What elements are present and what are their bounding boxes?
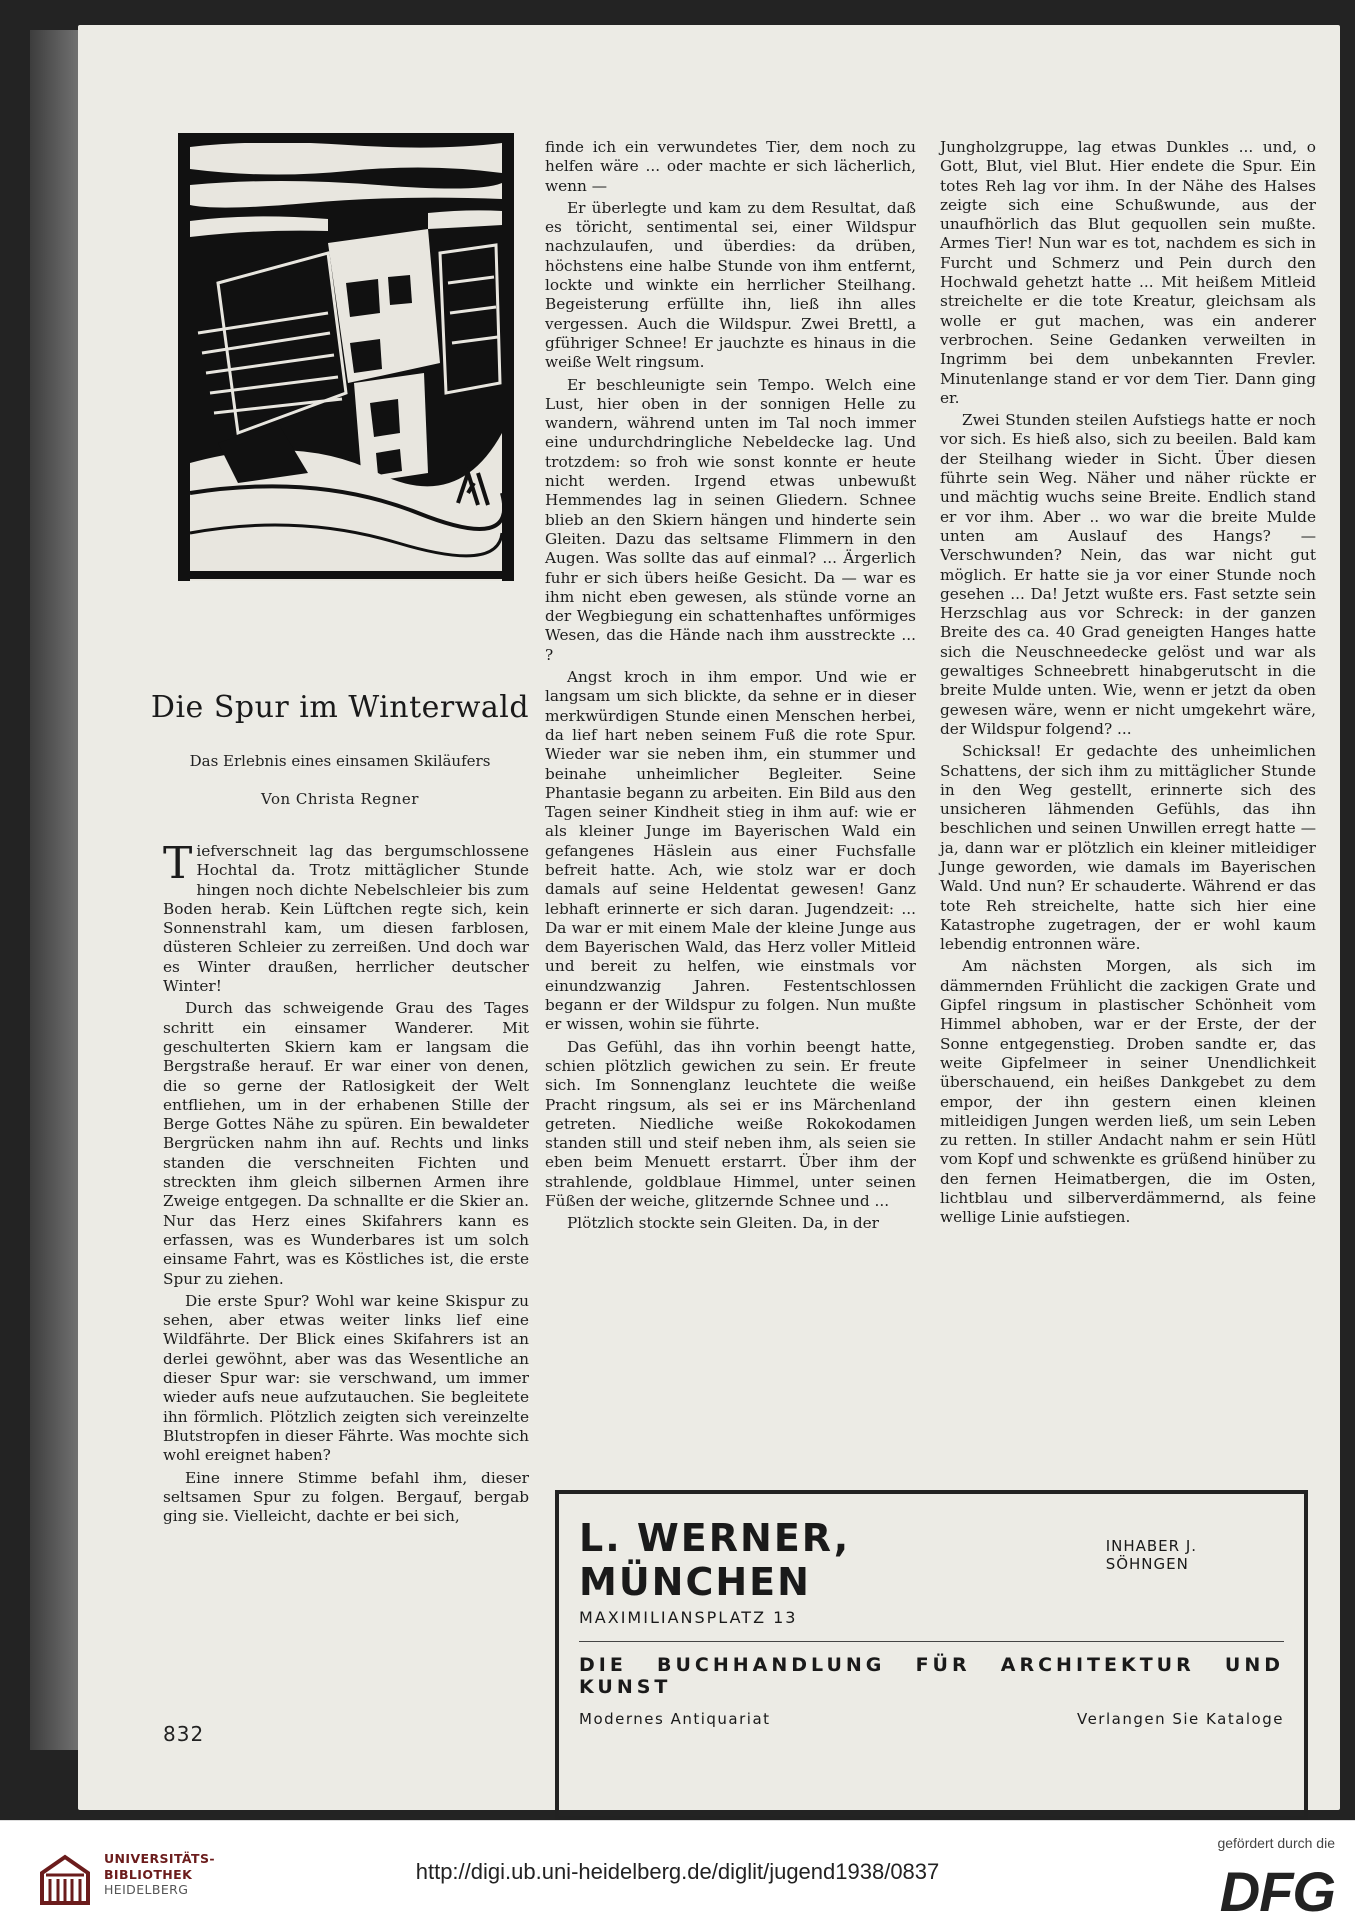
text-column-2 (545, 138, 916, 1237)
drop-cap: T (163, 838, 193, 889)
sponsor-caption: gefördert durch die (1217, 1835, 1335, 1851)
ad-cta: Verlangen Sie Kataloge (1076, 1710, 1284, 1728)
paragraph: Angst kroch in ihm empor. Und wie er langsam um sich blickte, da sehne er in dieser merkwürdigen Stunde einen Menschen herbei, da lief hart neben seinem Fuß die rote Spur. Wieder war sie neben ihm, ein stummer und beinahe unheimlicher Begleiter. Seine Phantasie begann zu arbeiten. Ein Bild aus den Tagen seiner Kindheit stieg in ihm auf: wie er als kleiner Junge im Bayerischen Wald ein gefangenes Häslein aus einer Fuchsfalle befreit hatte. Ach, wie stolz war er doch damals auf seine Heldentat gewesen! Ganz lebhaft erinnerte er sich daran. Jugendzeit: ... Da war er mit einem Male der kleine Junge aus dem Bayerischen Wald, das Herz voller Mitleid und bereit zu helfen, wie einstmals vor einundzwanzig Jahren. Festentschlossen begann er der Wildspur zu folgen. Nun mußte er wissen, wohin sie führte. (545, 668, 916, 1034)
paragraph: Jungholzgruppe, lag etwas Dunkles ... und, o Gott, Blut, viel Blut. Hier endete die Spur. Ein totes Reh lag vor ihm. In der Nähe des Halses zeigte sich eine Schußwunde, aus der unaufhörlich das Blut gequollen sein mußte. Armes Tier! Nun war es tot, nachdem es sich in Furcht und Schmerz und Pein durch den Hochwald gehetzt hatte ... Mit heißem Mitleid streichelte er die tote Kreatur, gleichsam als wolle er gut machen, was ein anderer verbrochen. Seine Gedanken verweilten in Ingrimm bei dem unbekannten Frevler. Minutenlange stand er vor dem Tier. Dann ging er. (940, 138, 1316, 407)
library-name-line: BIBLIOTHEK (104, 1866, 193, 1882)
dfg-logo: DFG (1219, 1860, 1335, 1923)
text-column-1 (163, 838, 529, 1529)
page-number: 832 (163, 1722, 205, 1746)
paragraph: Schicksal! Er gedachte des unheimlichen Schattens, der sich ihm zu mittäglicher Stunde in den Weg gestellt, erinnerte sich des unsicheren lähmenden Gefühls, das ihn beschlichen und seinen Unwillen erregt hatte — ja, dann war er plötzlich ein kleiner mitleidiger Junge geworden, wie damals im Bayerischen Wald. Und nun? Er schauderte. Während er das tote Reh streichelte, hatte sich hier eine Katastrophe zugetragen, der er wohl kaum lebendig entronnen wäre. (940, 742, 1316, 954)
paragraph: Zwei Stunden steilen Aufstiegs hatte er noch vor sich. Es hieß also, sich zu beeilen. Bald kam der Steilhang wieder in Sicht. Über diesen führte sein Weg. Näher und näher rückte er und mächtig wuchs seine Breite. Endlich stand er vor ihm. Aber .. wo war die breite Mulde unten am Auslauf des Hangs? — Verschwunden? Nein, das war nicht gut möglich. Er hatte sie ja vor einer Stunde noch gesehen ... Da! Jetzt wußte ers. Fast setzte sein Herzschlag aus vor Schreck: in der ganzen Breite des ca. 40 Grad geneigten Hanges hatte sich die Neuschneedecke gelöst und war als gewaltiges Schneebrett hinabgerutscht in die breite Mulde unten. Wie, wenn er jetzt da oben gewesen wäre, wenn er nicht umgekehrt wäre, der Wildspur folgend? ... (940, 411, 1316, 738)
article-subtitle: Das Erlebnis eines einsamen Skiläufers (189, 752, 491, 770)
article-author: Von Christa Regner (261, 790, 419, 808)
paragraph-text: iefverschneit lag das bergumschlossene Hochtal da. Trotz mittäglicher Stunde hingen noch dichte Nebelschleier bis zum Boden herab. Kein Lüftchen regte sich, kein Sonnenstrahl kam, um diesen farblosen, düsteren Schleier zu zerreißen. Und doch war es Winter draußen, herrlicher deutscher Winter! (163, 842, 529, 996)
library-name-line: UNIVERSITÄTS- (104, 1851, 215, 1866)
paragraph (163, 838, 529, 996)
paragraph: Das Gefühl, das ihn vorhin beengt hatte, schien plötzlich gewichen zu sein. Er freute sich. Im Sonnenglanz leuchtete die weiße Pracht ringsum, als sei er ins Märchenland getreten. Niedliche weiße Rokokodamen standen still und steif neben ihm, als seien sie eben beim Menuett erstarrt. Über ihm der strahlende, goldblaue Himmel, unter seinen Füßen der weiche, glitzernde Schnee und ... (545, 1037, 916, 1211)
text-column-3 (940, 138, 1316, 1231)
paragraph: Am nächsten Morgen, als sich im dämmernden Frühlicht die zackigen Grate und Gipfel ringsum in plastischer Schönheit vom Himmel abhoben, war er der Erste, der der Sonne entgegenstieg. Droben sandte er, das weite Gipfelmeer in seiner Unendlichkeit überschauend, ein heißes Dankgebet zu dem empor, der ihn gestern einen kleinen mitleidigen Jungen werden ließ, um sein Leben zu retten. In stiller Andacht nahm er sein Hütl vom Kopf und schwenkte es grüßend hinüber zu den fernen Heimatbergen, die im Osten, lichtblau und silberverdämmernd, als feine wellige Linie aufstiegen. (940, 957, 1316, 1227)
paragraph: Durch das schweigende Grau des Tages schritt ein einsamer Wanderer. Mit geschulterten Skiern kam er langsam die Bergstraße herauf. Er war einer von denen, die so gerne der Ratlosigkeit der Welt entfliehen, um in der erhabenen Stille der Berge Gottes Nähe zu spüren. Ein bewaldeter Bergrücken nahm ihn auf. Rechts und links standen die verschneiten Fichten und streckten ihm gleich silbernen Armen ihre Zweige entgegen. Da schnallte er die Skier an. Nur das Herz eines Skifahrers kann es erfassen, was es Wunderbares ist um solch einsame Fahrt, was es Köstliches ist, die erste Spur zu ziehen. (163, 999, 529, 1288)
ad-headline: DIE BUCHHANDLUNG FÜR ARCHITEKTUR UND KUNST (579, 1654, 1284, 1698)
digitization-footer (0, 1820, 1355, 1931)
ad-divider (579, 1641, 1284, 1642)
library-name-line: HEIDELBERG (104, 1882, 189, 1897)
ad-header (579, 1516, 1284, 1604)
ad-address: MAXIMILIANSPLATZ 13 (579, 1608, 798, 1627)
paragraph: Er überlegte und kam zu dem Resultat, daß es töricht, sentimental sei, einer Wildspur nachzulaufen, und überdies: da drüben, höchstens eine halbe Stunde von ihm entfernt, lockte und winkte ein herrlicher Steilhang. Begeisterung erfüllte ihn, ließ ihn alles vergessen. Auch die Wildspur. Zwei Brettl, a gführiger Schnee! Er jauchzte es hinaus in die weiße Welt ringsum. (545, 198, 916, 372)
paragraph: Die erste Spur? Wohl war keine Skispur zu sehen, aber etwas weiter links lief eine Wildfährte. Der Blick eines Skifahrers ist an derlei gewöhnt, aber was das Wesentliche an dieser Spur war: sie verschwand, um immer wieder aufs neue aufzutauchen. Sie begleitete ihn förmlich. Plötzlich zeigten sich vereinzelte Blutstropfen in dieser Fährte. Was mochte sich wohl ereignet haben? (163, 1291, 529, 1465)
ad-footer-line (579, 1710, 1284, 1728)
ad-firm-name: L. WERNER, MÜNCHEN (579, 1516, 851, 1604)
woodcut-illustration (178, 133, 514, 581)
article-title: Die Spur im Winterwald (150, 690, 530, 725)
bookshop-advertisement (555, 1490, 1308, 1820)
ad-tagline: Modernes Antiquariat (579, 1710, 771, 1728)
permalink-url[interactable]: http://digi.ub.uni-heidelberg.de/diglit/jugend1938/0837 (415, 1859, 940, 1884)
paragraph: Er beschleunigte sein Tempo. Welch eine Lust, hier oben in der sonnigen Helle zu wandern, während unten im Tal noch immer eine undurchdringliche Nebeldecke lag. Und trotzdem: so froh wie sonst konnte er heute nicht werden. Irgend etwas unbewußt Hemmendes lag in seinen Gliedern. Schnee blieb an den Skiern hängen und hinderte sein Gleiten. Dazu das seltsame Flimmern in den Augen. Was sollte das auf einmal? ... Ärgerlich fuhr er sich übers heiße Gesicht. Da — war es ihm nicht eben gewesen, als stünde vorne an der Wegbiegung ein schattenhaftes unförmiges Wesen, das die Hände nach ihm ausstreckte ... ? (545, 375, 916, 664)
paragraph: Eine innere Stimme befahl ihm, dieser seltsamen Spur zu folgen. Bergauf, bergab ging sie. Vielleicht, dachte er bei sich, (163, 1468, 529, 1526)
paragraph: finde ich ein verwundetes Tier, dem noch zu helfen wäre ... oder machte er sich lächerlich, wenn — (545, 138, 916, 195)
paragraph: Plötzlich stockte sein Gleiten. Da, in der (567, 1214, 879, 1233)
ad-owner: INHABER J. SÖHNGEN (1105, 1537, 1198, 1573)
